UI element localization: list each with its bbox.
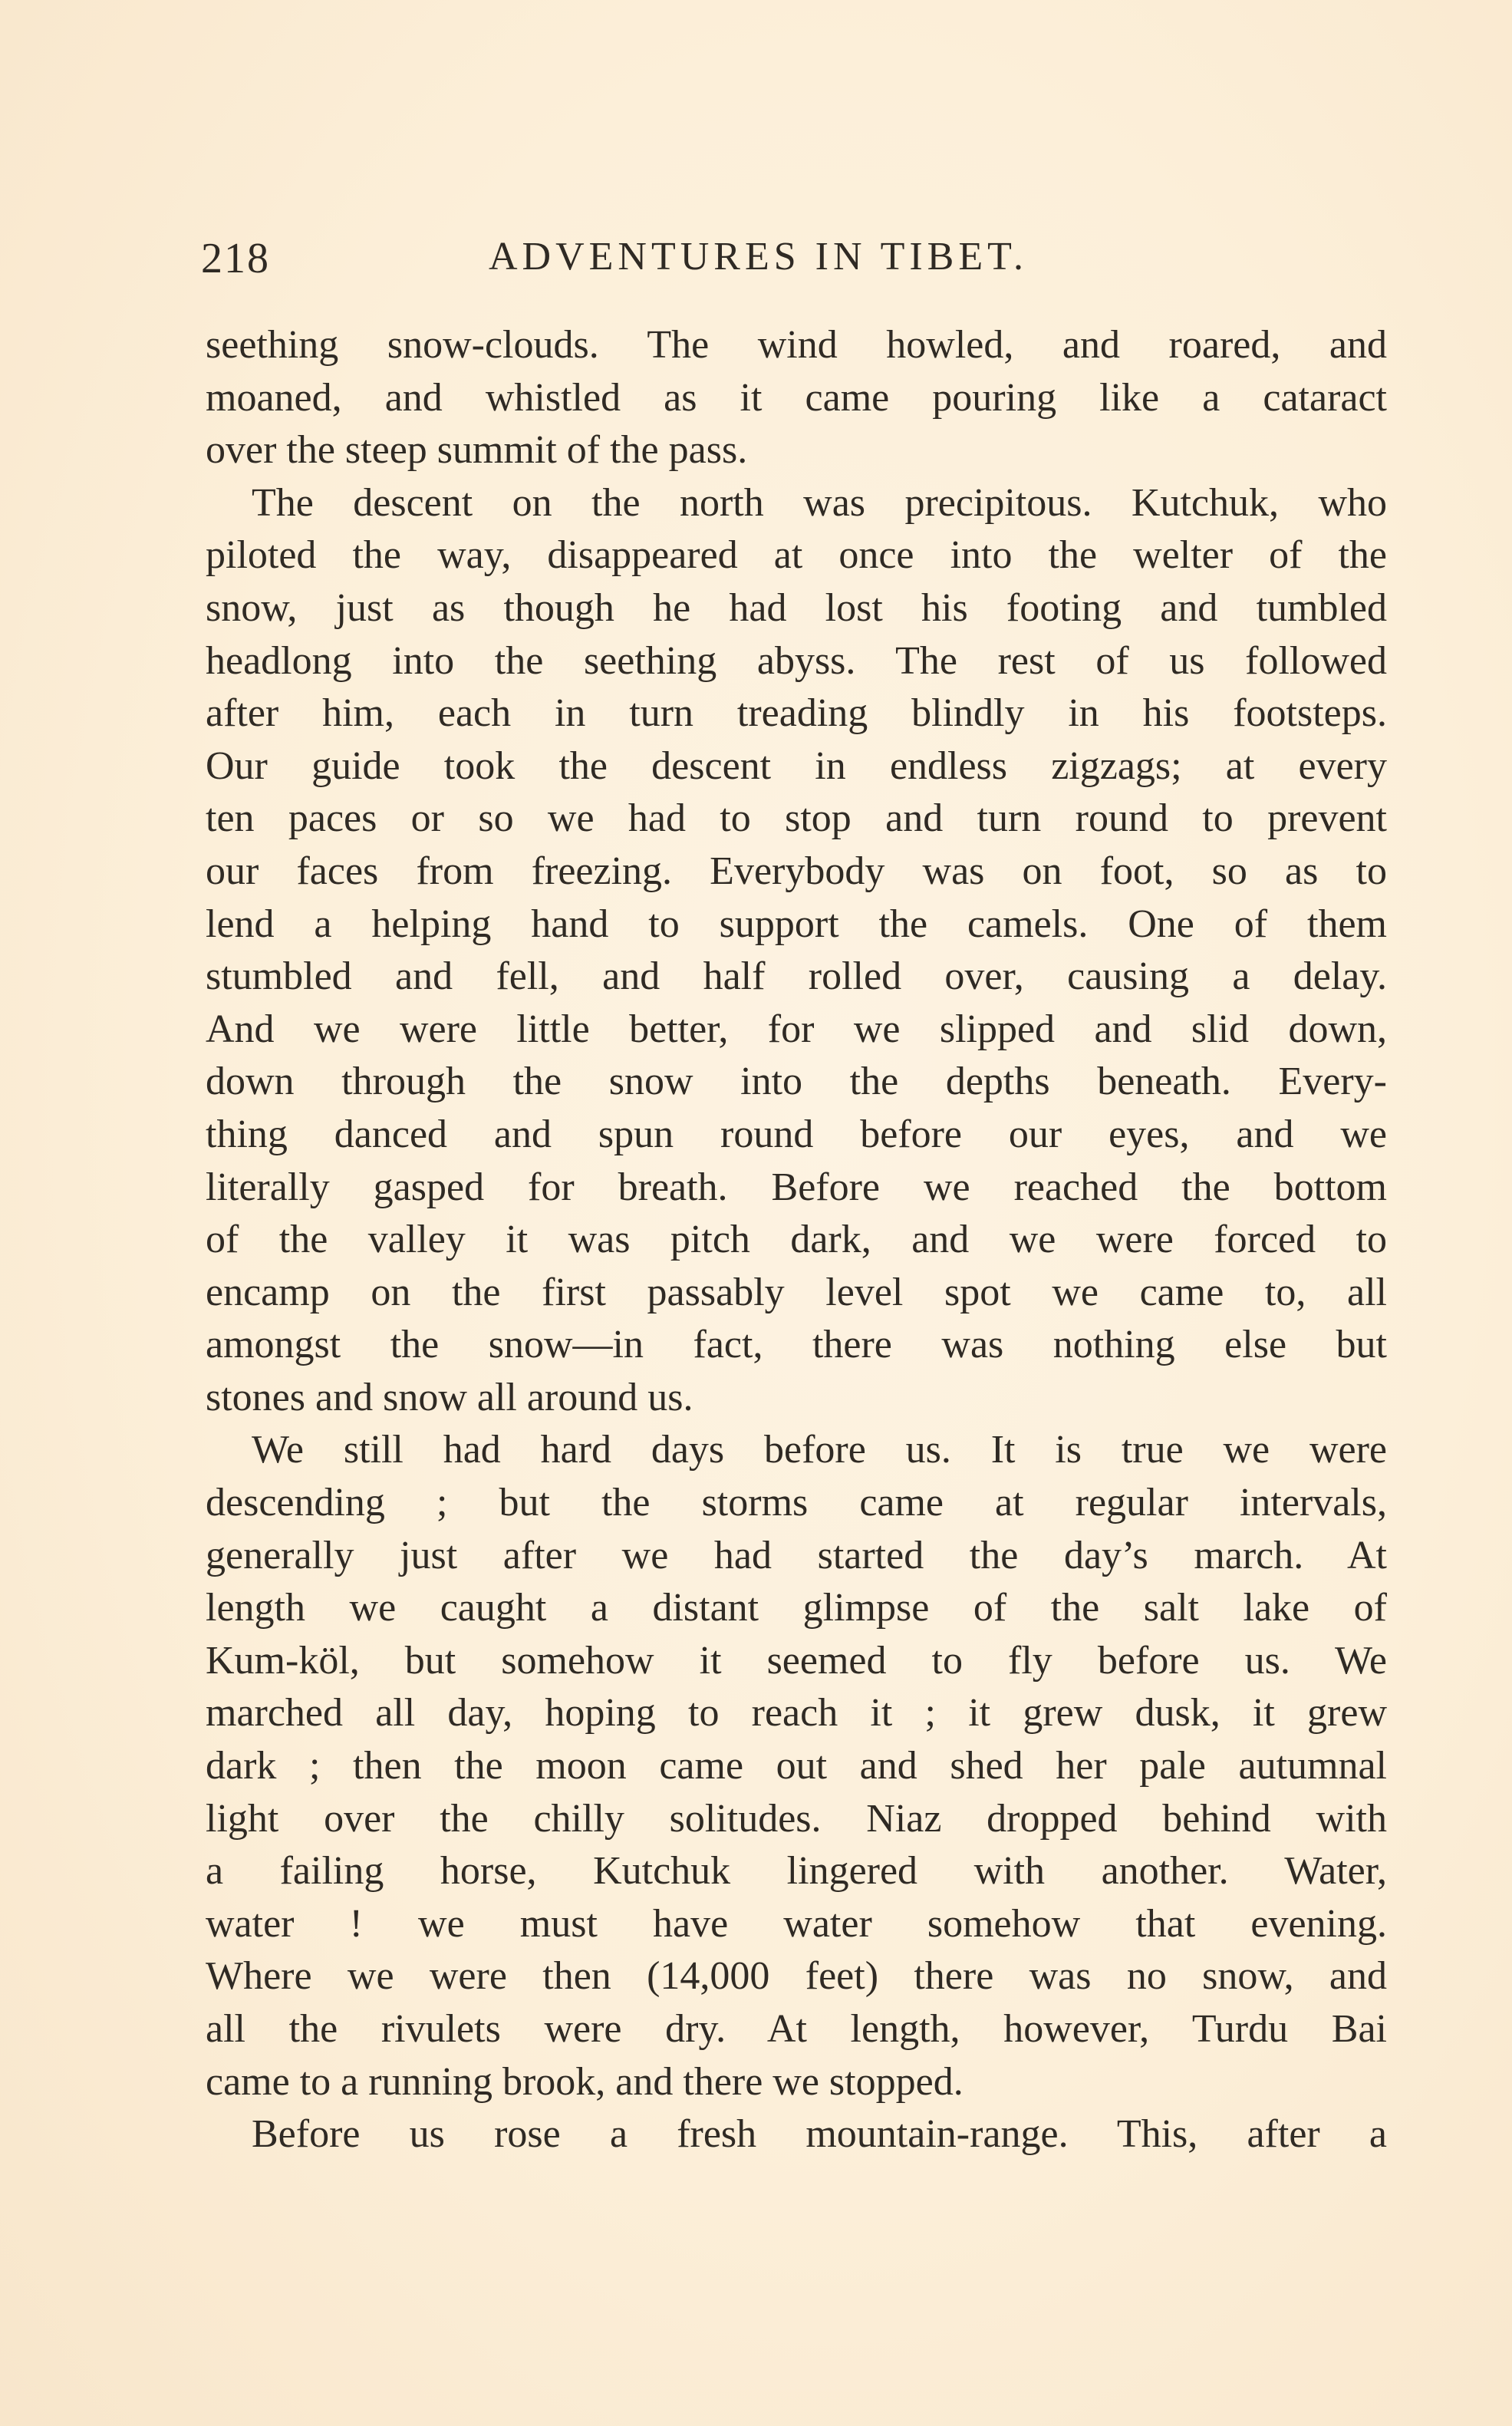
text-line: a failing horse, Kutchuk lingered with another. Water,: [206, 1849, 1387, 1894]
text-line: over the steep summit of the pass.: [206, 428, 748, 473]
text-line: piloted the way, disappeared at once into the welter of the: [206, 533, 1387, 578]
text-line: our faces from freezing. Everybody was on foot, so as to: [206, 849, 1387, 893]
text-line: light over the chilly solitudes. Niaz dropped behind with: [206, 1796, 1387, 1841]
text-line: amongst the snow—in fact, there was nothing else but: [206, 1323, 1387, 1367]
text-line: seething snow-clouds. The wind howled, and roared, and: [206, 323, 1387, 367]
text-line: lend a helping hand to support the camels. One of them: [206, 902, 1387, 946]
running-title: ADVENTURES IN TIBET.: [489, 235, 1029, 279]
running-head: [201, 234, 1106, 295]
text-line: stumbled and fell, and half rolled over, causing a delay.: [206, 954, 1387, 999]
text-line: marched all day, hoping to reach it ; it grew dusk, it grew: [206, 1691, 1387, 1735]
text-line: of the valley it was pitch dark, and we were forced to: [206, 1218, 1387, 1262]
text-line: encamp on the first passably level spot we came to, all: [206, 1270, 1387, 1314]
text-line: after him, each in turn treading blindly in his footsteps.: [206, 691, 1387, 736]
text-line: Before us rose a fresh mountain-range. This, after a: [252, 2112, 1387, 2157]
text-line: We still had hard days before us. It is true we were: [252, 1428, 1387, 1472]
text-line: snow, just as though he had lost his footing and tumbled: [206, 585, 1387, 630]
text-line: literally gasped for breath. Before we reached the bottom: [206, 1165, 1387, 1209]
text-line: dark ; then the moon came out and shed her pale autumnal: [206, 1744, 1387, 1788]
text-line: Where we were then (14,000 feet) there was no snow, and: [206, 1954, 1387, 1999]
text-line: Our guide took the descent in endless zigzags; at every: [206, 743, 1387, 788]
text-line: down through the snow into the depths beneath. Every-: [206, 1060, 1387, 1104]
text-line: length we caught a distant glimpse of the salt lake of: [206, 1586, 1387, 1630]
text-line: came to a running brook, and there we stopped.: [206, 2059, 964, 2104]
text-line: And we were little better, for we slipped and slid down,: [206, 1007, 1387, 1051]
text-line: thing danced and spun round before our eyes, and we: [206, 1112, 1387, 1156]
text-line: moaned, and whistled as it came pouring like a cataract: [206, 375, 1387, 420]
text-line: Kum-köl, but somehow it seemed to fly before us. We: [206, 1638, 1387, 1683]
text-line: descending ; but the storms came at regular intervals,: [206, 1481, 1387, 1525]
text-line: stones and snow all around us.: [206, 1375, 693, 1419]
body-text: [206, 319, 1387, 2161]
text-line: water ! we must have water somehow that evening.: [206, 1901, 1387, 1946]
text-line: The descent on the north was precipitous. Kutchuk, who: [252, 480, 1387, 525]
text-line: generally just after we had started the day’s march. At: [206, 1533, 1387, 1577]
text-line: all the rivulets were dry. At length, however, Turdu Bai: [206, 2007, 1387, 2051]
text-line: ten paces or so we had to stop and turn round to prevent: [206, 796, 1387, 841]
page-number: 218: [201, 235, 270, 282]
text-line: headlong into the seething abyss. The rest of us followed: [206, 638, 1387, 683]
